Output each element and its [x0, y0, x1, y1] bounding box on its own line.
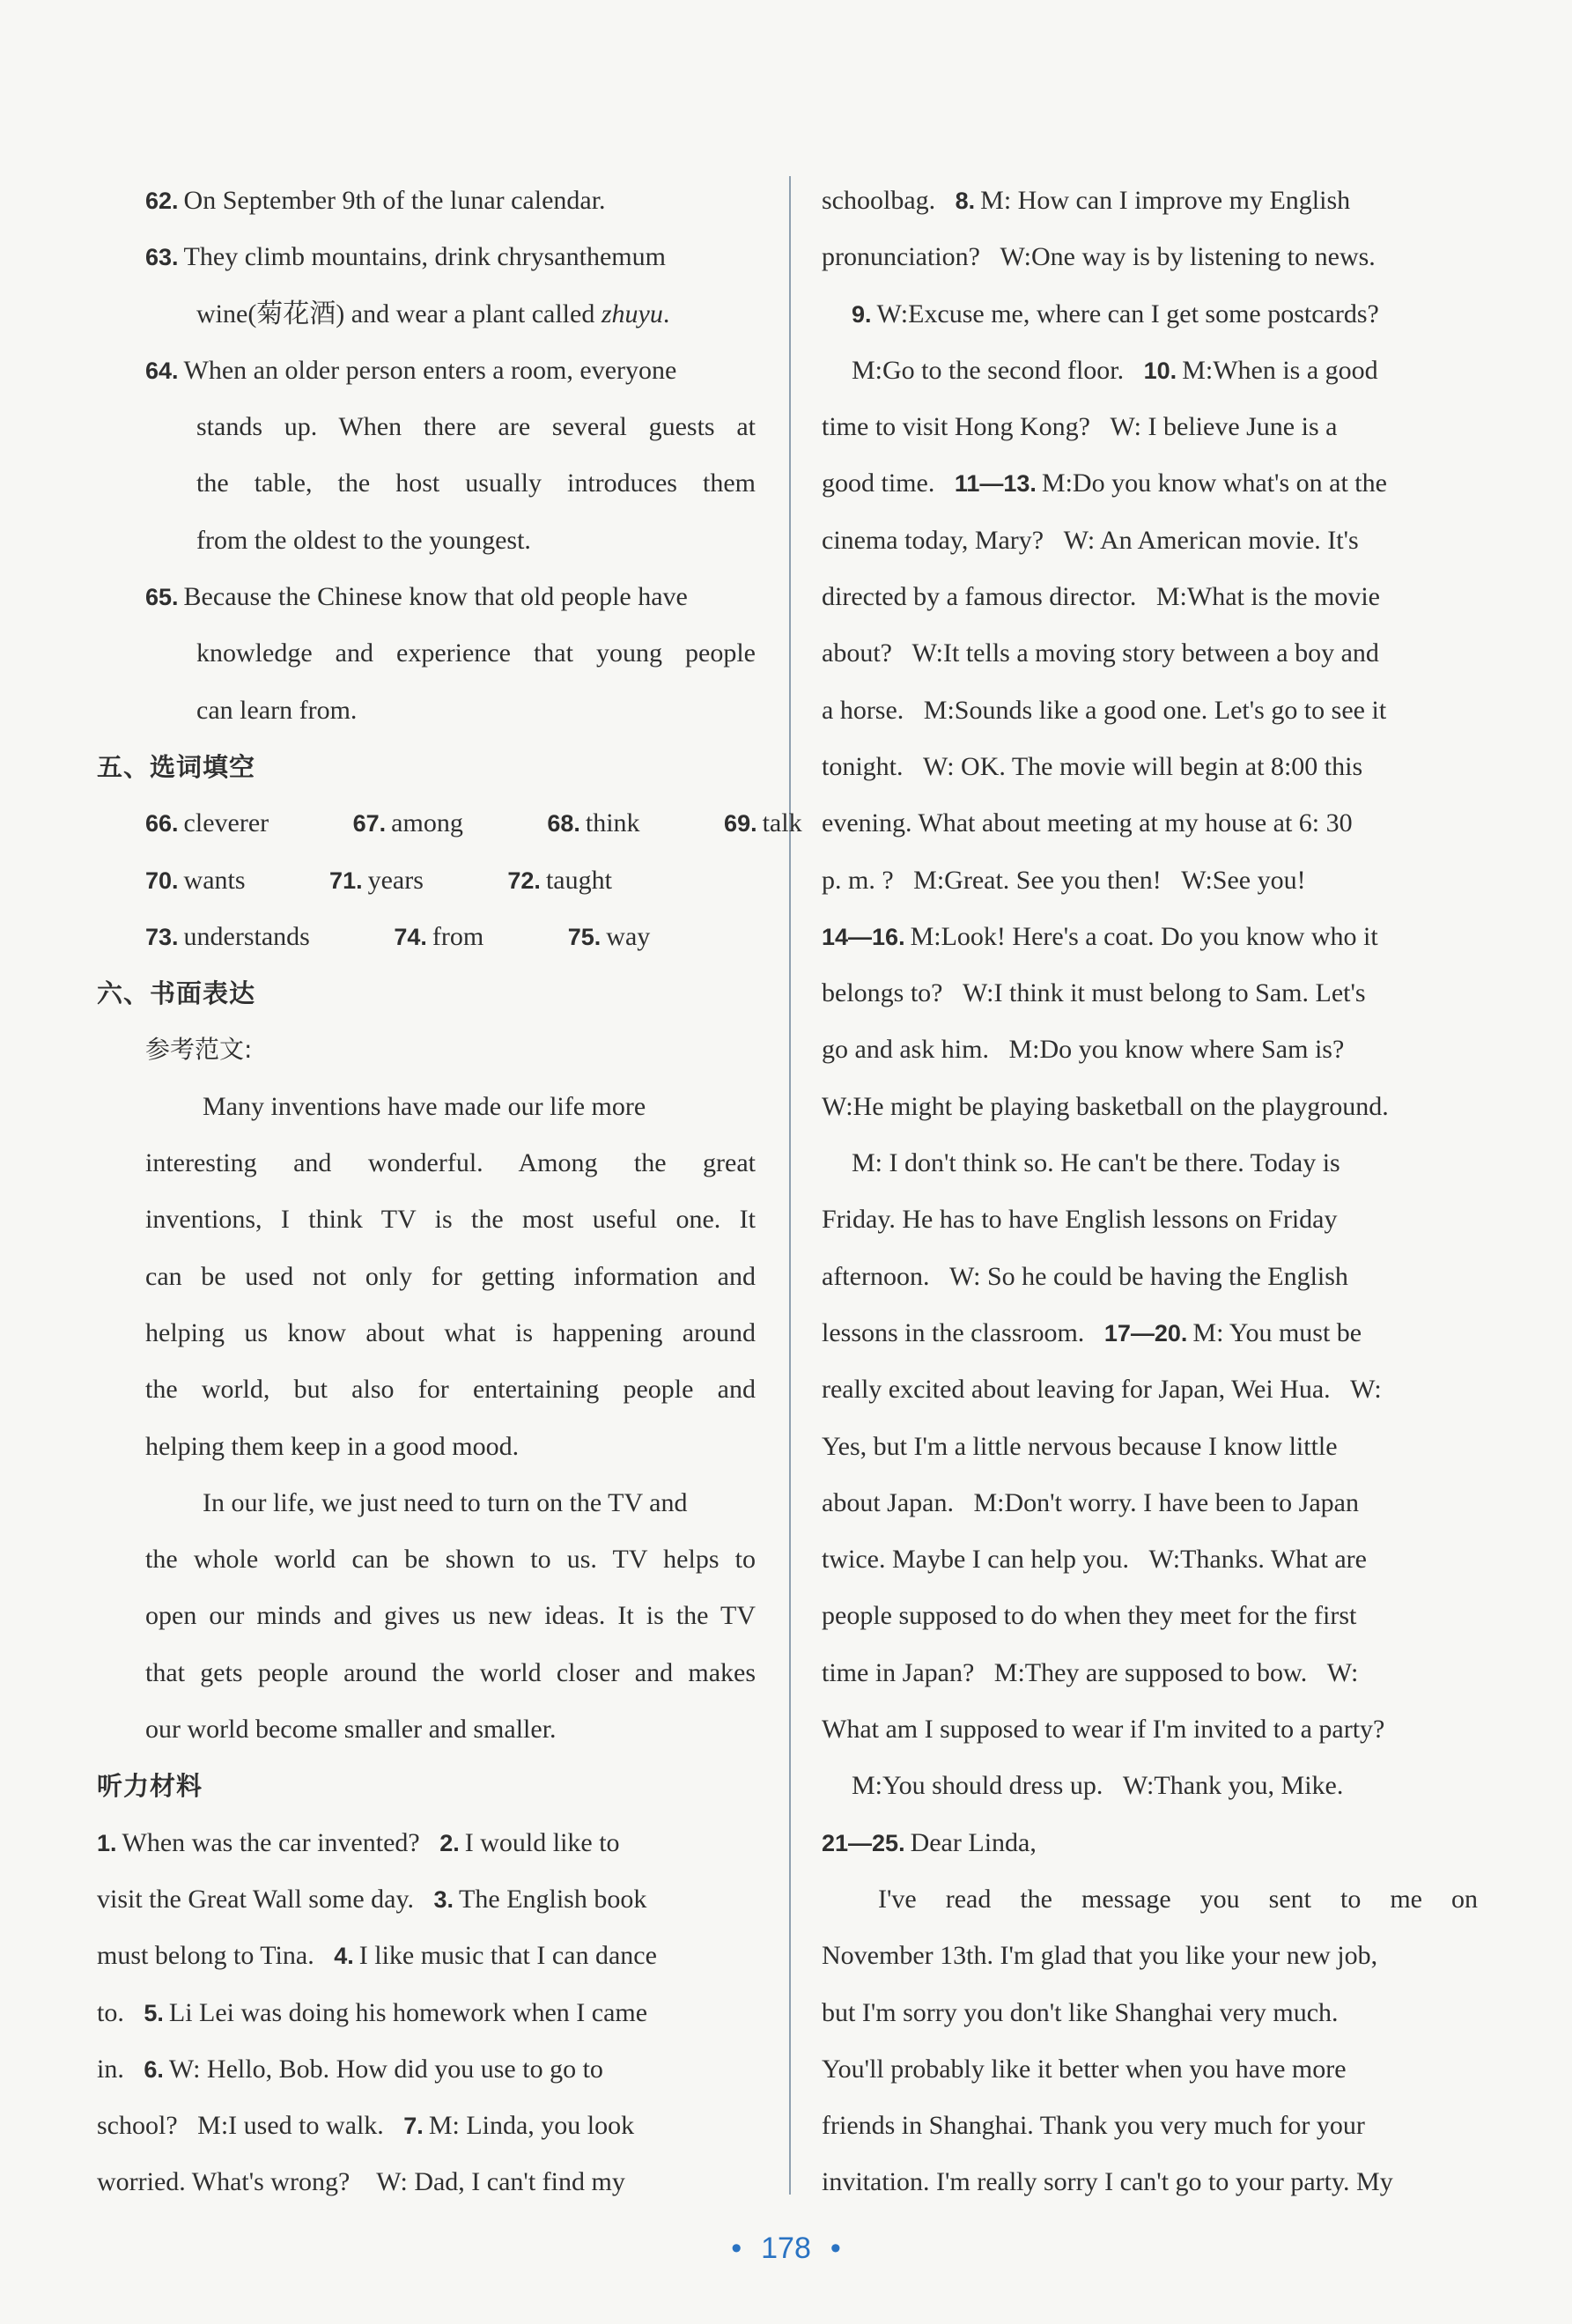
left-column: [97, 173, 802, 2211]
listening-line: M: I don't think so. He can't be there. Today is: [852, 1148, 1340, 1178]
listening-line: evening. What about meeting at my house at 6: 30: [822, 808, 1353, 838]
answer-64-cont: stands up. When there are several guests at: [196, 412, 756, 442]
essay-line: interesting and wonderful. Among the great: [145, 1148, 756, 1178]
listening-line: 21—25. Dear Linda,: [822, 1827, 1037, 1857]
listening-line: school? M:I used to walk. 7. M: Linda, you look: [97, 2111, 635, 2141]
listening-line: about? W:It tells a moving story between a boy and: [822, 638, 1379, 668]
essay-line: that gets people around the world closer and makes: [145, 1657, 756, 1687]
letter-line: invitation. I'm really sorry I can't go to your party. My: [822, 2167, 1393, 2197]
listening-line: really excited about leaving for Japan, Wei Hua. W:: [822, 1375, 1382, 1405]
essay-line: open our minds and gives us new ideas. It is the TV: [145, 1601, 756, 1631]
word-answers-row: 66. cleverer 67. among 68. think 69. talk: [145, 808, 802, 838]
answer-63-cont: wine(菊花酒) and wear a plant called zhuyu.: [196, 299, 670, 328]
listening-line: 1. When was the car invented? 2. I would like to: [97, 1827, 620, 1857]
bullet-dot: •: [731, 2232, 742, 2265]
section-heading-6: 六、书面表达: [97, 978, 256, 1009]
listening-line: time in Japan? M:They are supposed to bow. W:: [822, 1657, 1359, 1687]
listening-heading: 听力材料: [97, 1771, 203, 1802]
letter-line: but I'm sorry you don't like Shanghai very much.: [822, 1997, 1339, 2027]
listening-line: tonight. W: OK. The movie will begin at 8:00 this: [822, 751, 1363, 781]
listening-line: good time. 11—13. M:Do you know what's on at the: [822, 468, 1387, 498]
listening-line: schoolbag. 8. M: How can I improve my English: [822, 186, 1351, 215]
listening-line: directed by a famous director. M:What is the movie: [822, 582, 1380, 612]
page-number-value: 178: [761, 2232, 811, 2265]
listening-line: must belong to Tina. 4. I like music that I can dance: [97, 1941, 657, 1971]
word-answers-row: 70. wants 71. years 72. taught: [145, 865, 612, 895]
answer-65-cont: can learn from.: [196, 695, 358, 725]
essay-line: can be used not only for getting information and: [145, 1261, 756, 1291]
answer-64-cont: the table, the host usually introduces them: [196, 468, 756, 498]
answer-65: 65. Because the Chinese know that old people have: [145, 582, 688, 612]
answer-63: 63. They climb mountains, drink chrysanthemum: [145, 242, 666, 272]
listening-line: M:Go to the second floor. 10. M:When is a good: [852, 355, 1378, 385]
essay-line: helping them keep in a good mood.: [145, 1431, 520, 1461]
letter-line: You'll probably like it better when you have more: [822, 2054, 1347, 2084]
listening-line: Friday. He has to have English lessons on Friday: [822, 1205, 1338, 1235]
page-number: [0, 2232, 1572, 2266]
listening-line: W:He might be playing basketball on the playground.: [822, 1091, 1389, 1121]
listening-line: What am I supposed to wear if I'm invited to a party?: [822, 1715, 1385, 1745]
essay-line: Many inventions have made our life more: [203, 1091, 646, 1121]
listening-line: worried. What's wrong? W: Dad, I can't find my: [97, 2167, 625, 2197]
listening-line: Yes, but I'm a little nervous because I know little: [822, 1431, 1338, 1461]
listening-line: go and ask him. M:Do you know where Sam is?: [822, 1035, 1345, 1065]
essay-line: In our life, we just need to turn on the TV and: [203, 1487, 688, 1517]
letter-line: November 13th. I'm glad that you like your new job,: [822, 1941, 1378, 1971]
letter-line: friends in Shanghai. Thank you very much for your: [822, 2111, 1365, 2141]
answer-64: 64. When an older person enters a room, everyone: [145, 355, 677, 385]
listening-line: people supposed to do when they meet for the first: [822, 1601, 1357, 1631]
listening-line: M:You should dress up. W:Thank you, Mike.: [852, 1771, 1344, 1801]
essay-line: the world, but also for entertaining people and: [145, 1375, 756, 1405]
answer-62: 62. On September 9th of the lunar calendar.: [145, 186, 606, 215]
essay-line: our world become smaller and smaller.: [145, 1715, 557, 1745]
word-answers-row: 73. understands 74. from 75. way: [145, 921, 651, 951]
bullet-dot: •: [830, 2232, 841, 2265]
listening-line: in. 6. W: Hello, Bob. How did you use to go to: [97, 2054, 603, 2084]
listening-line: cinema today, Mary? W: An American movie. It's: [822, 525, 1359, 555]
listening-line: p. m. ? M:Great. See you then! W:See you!: [822, 865, 1306, 895]
essay-line: inventions, I think TV is the most useful one. It: [145, 1205, 756, 1235]
listening-line: 9. W:Excuse me, where can I get some postcards?: [852, 299, 1379, 328]
sample-essay-label: 参考范文:: [145, 1035, 253, 1065]
essay-line: the whole world can be shown to us. TV helps to: [145, 1545, 756, 1575]
listening-line: visit the Great Wall some day. 3. The English book: [97, 1884, 647, 1914]
letter-line: I've read the message you sent to me on: [878, 1884, 1478, 1914]
listening-line: about Japan. M:Don't worry. I have been to Japan: [822, 1487, 1359, 1517]
listening-line: time to visit Hong Kong? W: I believe June is a: [822, 412, 1338, 442]
listening-line: 14—16. M:Look! Here's a coat. Do you know who it: [822, 921, 1378, 951]
listening-line: twice. Maybe I can help you. W:Thanks. What are: [822, 1545, 1367, 1575]
answer-64-cont: from the oldest to the youngest.: [196, 525, 531, 555]
listening-line: afternoon. W: So he could be having the English: [822, 1261, 1348, 1291]
listening-line: a horse. M:Sounds like a good one. Let's go to see it: [822, 695, 1387, 725]
listening-line: lessons in the classroom. 17—20. M: You must be: [822, 1317, 1362, 1347]
listening-line: to. 5. Li Lei was doing his homework when I came: [97, 1997, 648, 2027]
listening-line: belongs to? W:I think it must belong to Sam. Let's: [822, 978, 1366, 1008]
essay-line: helping us know about what is happening around: [145, 1317, 756, 1347]
section-heading-5: 五、选词填空: [97, 751, 256, 782]
column-divider: [789, 176, 791, 2195]
listening-line: pronunciation? W:One way is by listening to news.: [822, 242, 1376, 272]
right-column: [822, 173, 1478, 2211]
answer-65-cont: knowledge and experience that young people: [196, 638, 756, 668]
